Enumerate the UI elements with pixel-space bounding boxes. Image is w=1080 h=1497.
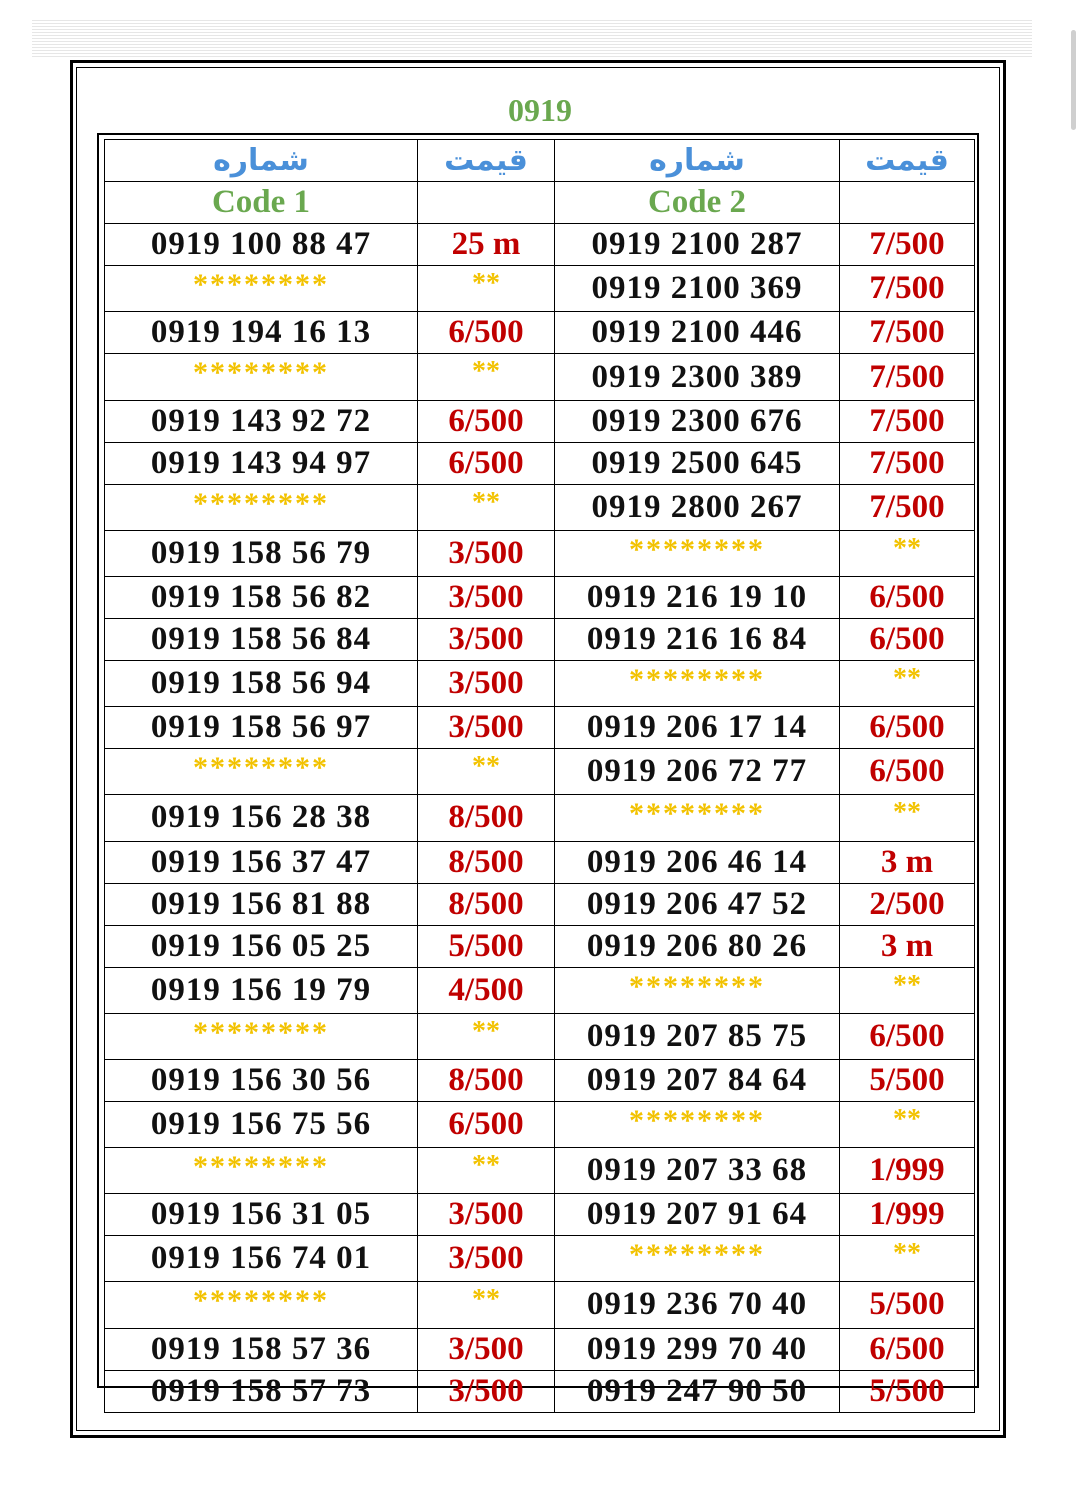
phone-number-code2: 0919 2800 267 (555, 484, 840, 530)
price-code2: 6/500 (840, 619, 975, 661)
price-code1: 3/500 (418, 530, 555, 576)
table-row (105, 841, 975, 883)
price-code2: 7/500 (840, 442, 975, 484)
price-code1: 4/500 (418, 967, 555, 1013)
price-code1: 8/500 (418, 883, 555, 925)
separator-stars: ******** (555, 967, 840, 1013)
table-row (105, 312, 975, 354)
separator-stars: ******** (555, 795, 840, 841)
phone-number-code1: 0919 100 88 47 (105, 224, 418, 266)
table-row (105, 1282, 975, 1328)
phone-number-code2: 0919 247 90 50 (555, 1370, 840, 1412)
phone-number-code1: 0919 158 56 84 (105, 619, 418, 661)
separator-stars: ** (418, 354, 555, 400)
phone-number-code1: 0919 156 37 47 (105, 841, 418, 883)
table-row (105, 576, 975, 618)
phone-number-code1: 0919 156 31 05 (105, 1194, 418, 1236)
separator-stars: ** (418, 749, 555, 795)
phone-number-code2: 0919 206 47 52 (555, 883, 840, 925)
price-code1: 8/500 (418, 841, 555, 883)
page-title: 0919 (508, 92, 572, 128)
separator-stars: ******** (105, 1013, 418, 1059)
separator-stars: ******** (105, 1282, 418, 1328)
table-row (105, 619, 975, 661)
table-row (105, 442, 975, 484)
price-code1: 3/500 (418, 1236, 555, 1282)
price-code2: 3 m (840, 925, 975, 967)
phone-number-code2: 0919 236 70 40 (555, 1282, 840, 1328)
separator-stars: ******** (555, 530, 840, 576)
phone-number-code2: 0919 207 33 68 (555, 1148, 840, 1194)
separator-stars: ** (840, 967, 975, 1013)
phone-number-code2: 0919 2500 645 (555, 442, 840, 484)
price-code2: 6/500 (840, 1013, 975, 1059)
separator-stars: ** (418, 1148, 555, 1194)
price-code2: 3 m (840, 841, 975, 883)
phone-number-code2: 0919 216 16 84 (555, 619, 840, 661)
table-row (105, 925, 975, 967)
price-code1: 3/500 (418, 661, 555, 707)
separator-stars: ******** (105, 484, 418, 530)
phone-number-code1: 0919 156 28 38 (105, 795, 418, 841)
header-row (105, 140, 975, 182)
phone-number-code2: 0919 216 19 10 (555, 576, 840, 618)
separator-stars: ******** (555, 661, 840, 707)
separator-stars: ** (840, 661, 975, 707)
separator-stars: ** (840, 1236, 975, 1282)
price-code2: 5/500 (840, 1370, 975, 1412)
price-code1: 3/500 (418, 1328, 555, 1370)
phone-number-code1: 0919 156 75 56 (105, 1102, 418, 1148)
code-row (105, 182, 975, 224)
table-row (105, 1059, 975, 1101)
price-code2: 7/500 (840, 266, 975, 312)
price-code1: 6/500 (418, 1102, 555, 1148)
empty-cell (840, 182, 975, 224)
separator-stars: ** (418, 1013, 555, 1059)
column-header-number-2: شماره (555, 140, 840, 182)
price-code2: 5/500 (840, 1059, 975, 1101)
column-header-price-2: قیمت (840, 140, 975, 182)
price-code2: 6/500 (840, 707, 975, 749)
price-code2: 7/500 (840, 484, 975, 530)
separator-stars: ******** (105, 354, 418, 400)
price-code1: 3/500 (418, 707, 555, 749)
price-code2: 7/500 (840, 354, 975, 400)
table-row (105, 883, 975, 925)
phone-number-code1: 0919 156 81 88 (105, 883, 418, 925)
code-2-label: Code 2 (555, 182, 840, 224)
price-code2: 7/500 (840, 312, 975, 354)
phone-number-code2: 0919 299 70 40 (555, 1328, 840, 1370)
price-table (104, 139, 975, 1413)
phone-number-code2: 0919 2100 369 (555, 266, 840, 312)
price-code1: 3/500 (418, 576, 555, 618)
price-code1: 6/500 (418, 400, 555, 442)
table-row (105, 1370, 975, 1412)
separator-stars: ** (840, 1102, 975, 1148)
phone-number-code1: 0919 156 30 56 (105, 1059, 418, 1101)
table-row (105, 1328, 975, 1370)
phone-number-code2: 0919 207 85 75 (555, 1013, 840, 1059)
code-1-label: Code 1 (105, 182, 418, 224)
price-code1: 3/500 (418, 1370, 555, 1412)
price-code2: 6/500 (840, 576, 975, 618)
price-code2: 6/500 (840, 749, 975, 795)
table-row (105, 224, 975, 266)
separator-stars: ******** (105, 1148, 418, 1194)
phone-number-code1: 0919 143 94 97 (105, 442, 418, 484)
phone-number-code1: 0919 158 57 36 (105, 1328, 418, 1370)
price-code2: 2/500 (840, 883, 975, 925)
price-code2: 6/500 (840, 1328, 975, 1370)
phone-number-code2: 0919 2100 446 (555, 312, 840, 354)
separator-stars: ******** (555, 1236, 840, 1282)
table-row (105, 1236, 975, 1282)
phone-number-code2: 0919 206 17 14 (555, 707, 840, 749)
phone-number-code2: 0919 206 46 14 (555, 841, 840, 883)
column-header-number-1: شماره (105, 140, 418, 182)
price-code1: 8/500 (418, 1059, 555, 1101)
separator-stars: ** (418, 484, 555, 530)
phone-number-code2: 0919 2100 287 (555, 224, 840, 266)
price-code2: 7/500 (840, 224, 975, 266)
table-row (105, 661, 975, 707)
table-row (105, 967, 975, 1013)
price-code2: 1/999 (840, 1148, 975, 1194)
phone-number-code2: 0919 206 72 77 (555, 749, 840, 795)
table-row (105, 354, 975, 400)
phone-number-code1: 0919 194 16 13 (105, 312, 418, 354)
price-code1: 6/500 (418, 442, 555, 484)
table-row (105, 1102, 975, 1148)
empty-cell (418, 182, 555, 224)
page-ruler (32, 20, 1032, 58)
column-header-price-1: قیمت (418, 140, 555, 182)
table-row (105, 795, 975, 841)
table-row (105, 707, 975, 749)
phone-number-code2: 0919 207 91 64 (555, 1194, 840, 1236)
price-code1: 8/500 (418, 795, 555, 841)
table-row (105, 1194, 975, 1236)
price-code2: 7/500 (840, 400, 975, 442)
table-row (105, 530, 975, 576)
table-row (105, 1148, 975, 1194)
separator-stars: ** (840, 795, 975, 841)
phone-number-code1: 0919 158 57 73 (105, 1370, 418, 1412)
phone-number-code2: 0919 206 80 26 (555, 925, 840, 967)
price-code1: 3/500 (418, 619, 555, 661)
separator-stars: ******** (105, 266, 418, 312)
table-row (105, 400, 975, 442)
phone-number-code1: 0919 158 56 97 (105, 707, 418, 749)
table-row (105, 1013, 975, 1059)
price-code1: 25 m (418, 224, 555, 266)
separator-stars: ** (840, 530, 975, 576)
phone-number-code1: 0919 143 92 72 (105, 400, 418, 442)
separator-stars: ******** (105, 749, 418, 795)
phone-number-code1: 0919 158 56 94 (105, 661, 418, 707)
price-code1: 6/500 (418, 312, 555, 354)
price-code2: 5/500 (840, 1282, 975, 1328)
price-code1: 3/500 (418, 1194, 555, 1236)
phone-number-code2: 0919 207 84 64 (555, 1059, 840, 1101)
phone-number-code1: 0919 158 56 79 (105, 530, 418, 576)
separator-stars: ** (418, 266, 555, 312)
phone-number-code2: 0919 2300 389 (555, 354, 840, 400)
separator-stars: ** (418, 1282, 555, 1328)
phone-number-code1: 0919 156 74 01 (105, 1236, 418, 1282)
price-code2: 1/999 (840, 1194, 975, 1236)
phone-number-code1: 0919 156 19 79 (105, 967, 418, 1013)
table-row (105, 266, 975, 312)
price-table-frame (97, 133, 979, 1409)
table-row (105, 749, 975, 795)
phone-number-code2: 0919 2300 676 (555, 400, 840, 442)
phone-number-code1: 0919 156 05 25 (105, 925, 418, 967)
phone-number-code1: 0919 158 56 82 (105, 576, 418, 618)
price-code1: 5/500 (418, 925, 555, 967)
separator-stars: ******** (555, 1102, 840, 1148)
table-row (105, 484, 975, 530)
